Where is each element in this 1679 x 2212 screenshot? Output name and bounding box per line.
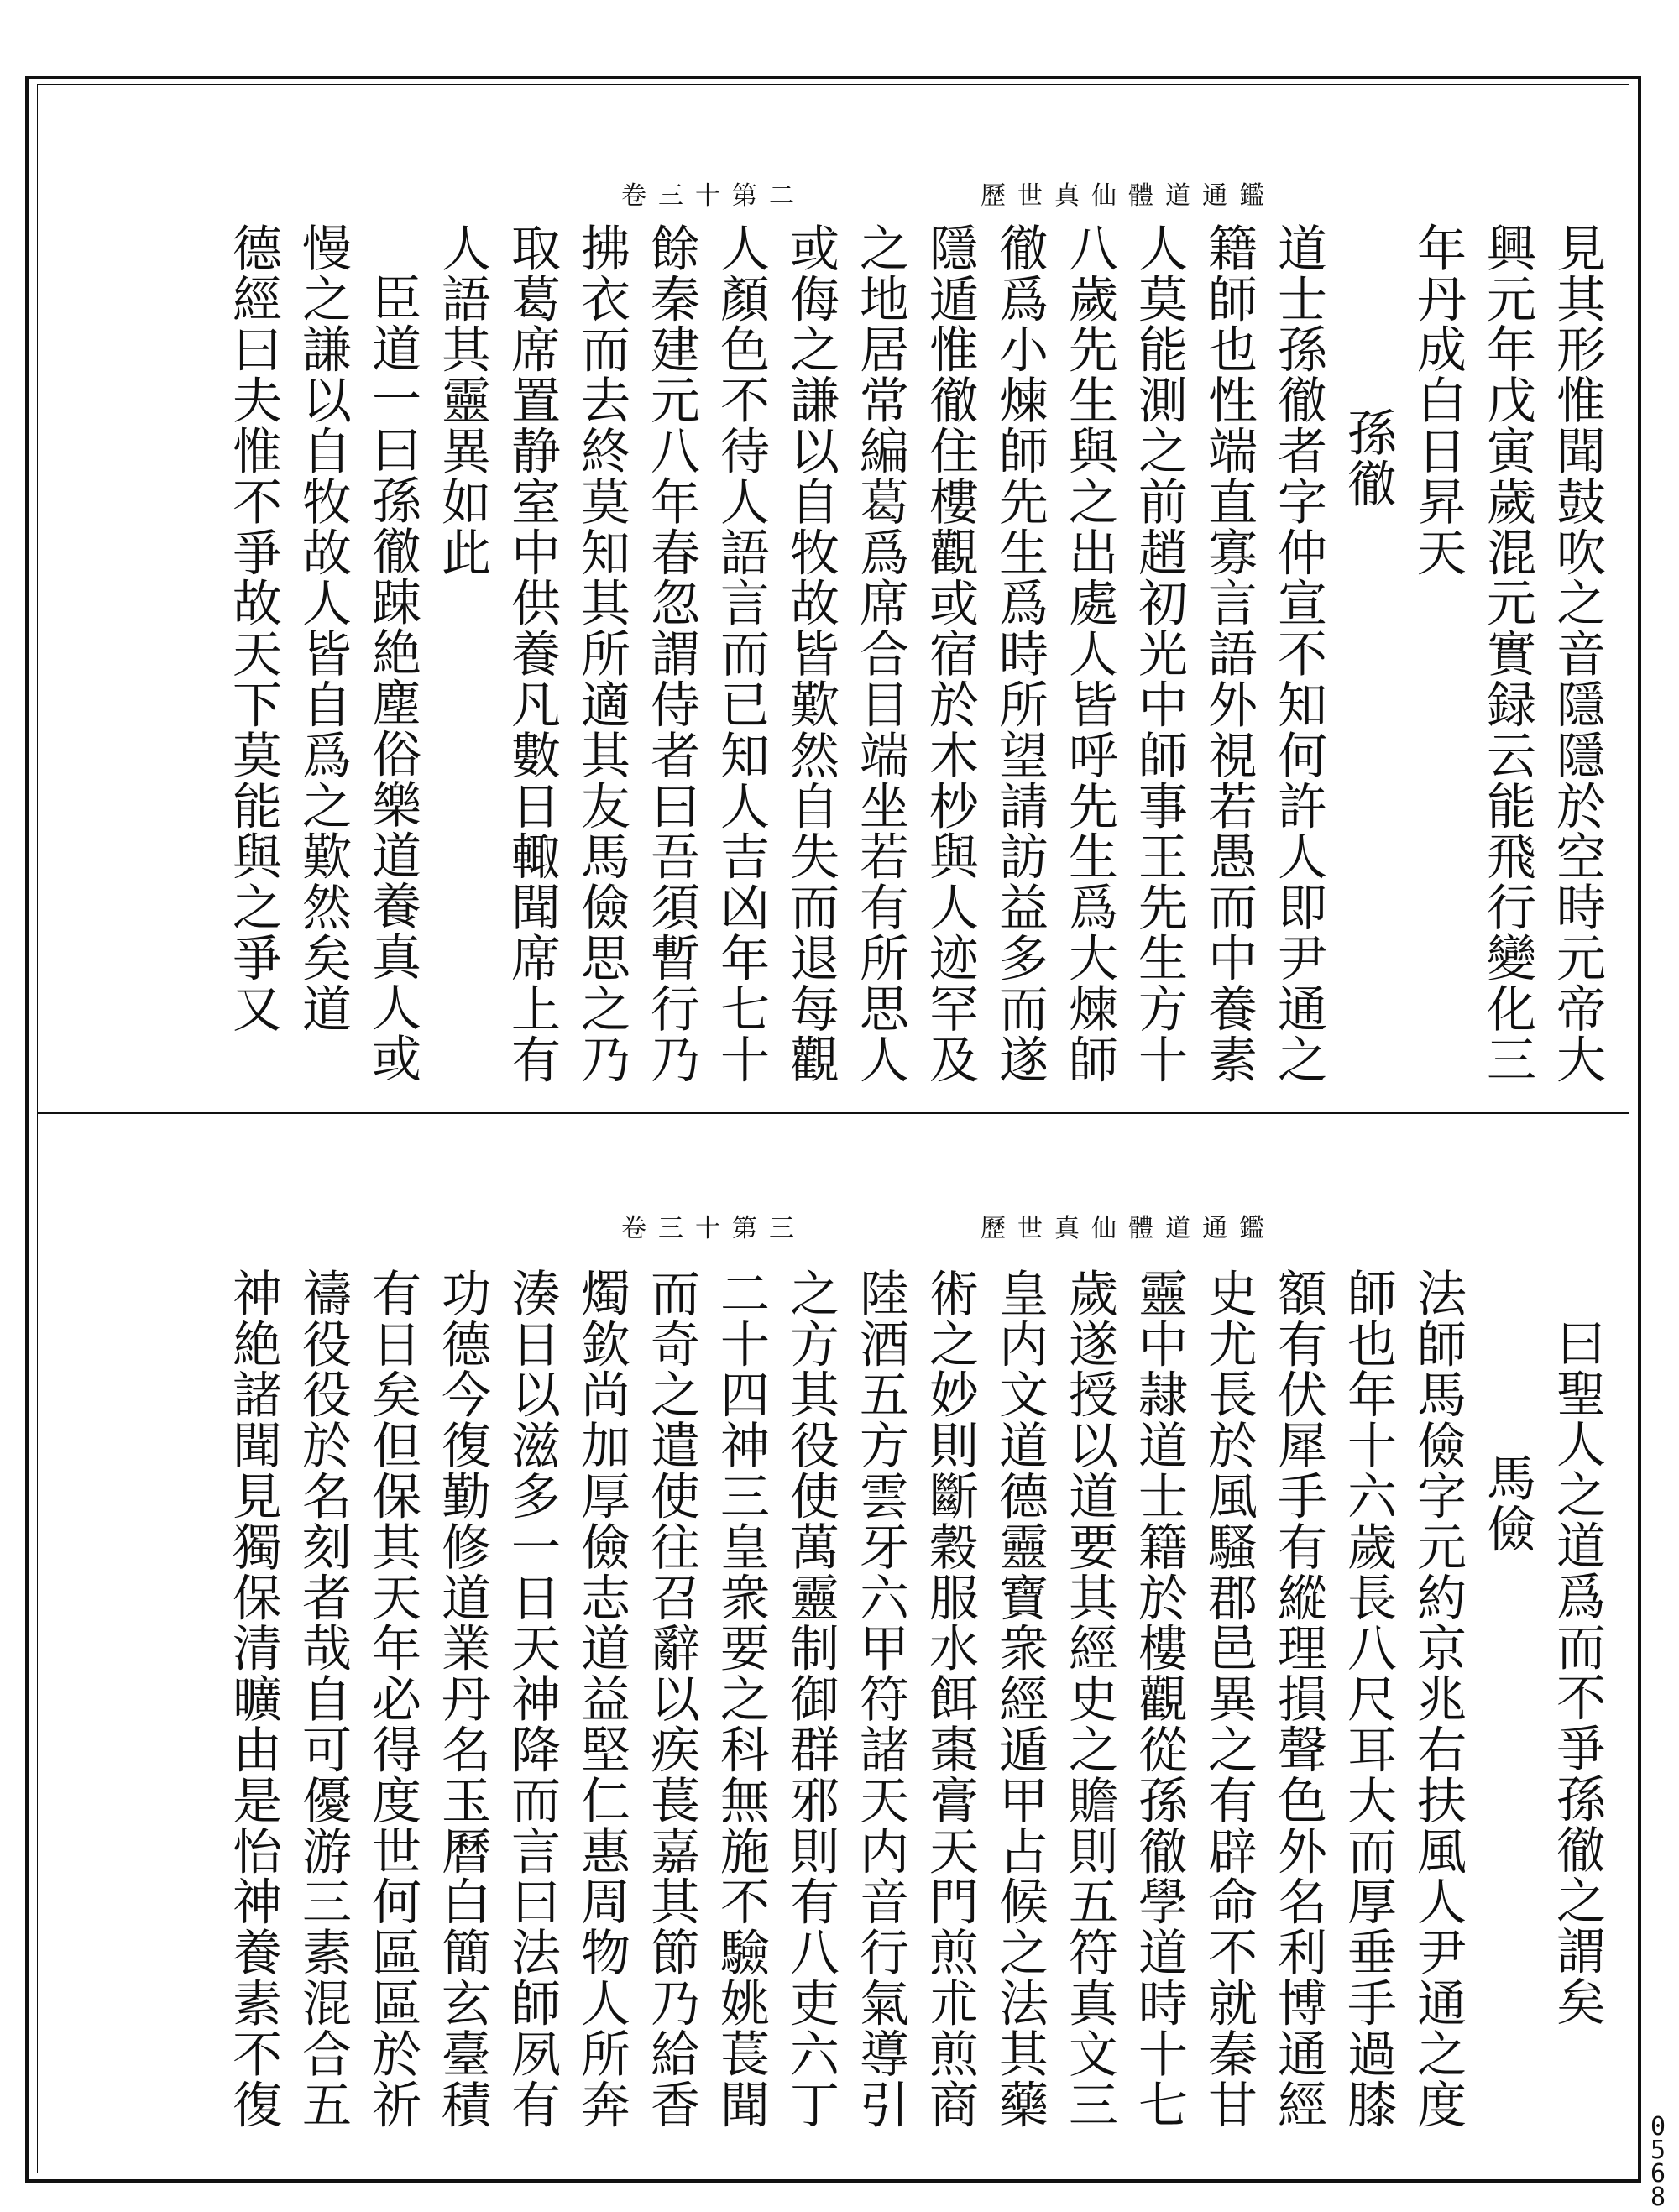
text-column: 額有伏犀手有縱理損聲色外名利博通經 — [1269, 1268, 1327, 2130]
top-running-head — [621, 176, 1276, 210]
text-column: 之地居常編葛爲席合目端坐若有所思人 — [851, 222, 909, 1085]
bottom-page — [50, 1116, 1620, 2170]
top-running-head-volume: 卷三十第二 — [621, 181, 806, 211]
top-running-head-title: 歷世真仙體道通鑑 — [981, 181, 1276, 211]
text-column: 神絶諸聞見獨保清曠由是怡神養素不復 — [224, 1268, 282, 2130]
text-column: 人顏色不待人語言而已知人吉凶年七十 — [712, 222, 770, 1085]
text-column: 術之妙則斷穀服水餌棗膏天門煎朮煎商 — [921, 1268, 979, 2130]
text-column: 餘秦建元八年春忽謂侍者曰吾須暫行乃 — [642, 222, 700, 1085]
text-column: 有日矣但保其天年必得度世何區區於祈 — [364, 1268, 421, 2130]
text-column: 功德今復勤修道業丹名玉曆白簡玄臺積 — [433, 1268, 491, 2130]
text-column: 取葛席置静室中供養凡數日輙聞席上有 — [503, 222, 561, 1085]
text-column: 德經曰夫惟不爭故天下莫能與之爭又 — [224, 222, 282, 1034]
text-column: 或侮之謙以自牧故皆歎然自失而退每觀 — [782, 222, 840, 1085]
top-text-columns — [50, 222, 1612, 1096]
text-column: 見其形惟聞鼓吹之音隱隱於空時元帝大 — [1548, 222, 1606, 1085]
text-column: 史尤長於風騷郡邑異之有辟命不就秦甘 — [1200, 1268, 1258, 2130]
text-column: 籍師也性端直寡言語外視若愚而中養素 — [1200, 222, 1258, 1085]
text-column: 年丹成白日昇天 — [1409, 222, 1467, 578]
page-number — [1647, 2112, 1669, 2212]
text-column: 湊日以滋多一日天神降而言曰法師夙有 — [503, 1268, 561, 2130]
text-column: 徹爲小煉師先生爲時所望請訪益多而遂 — [991, 222, 1049, 1085]
text-column: 陸酒五方雲牙六甲符諸天内音行氣導引 — [851, 1268, 909, 2130]
text-column: 師也年十六歲長八尺耳大而厚垂手過膝 — [1339, 1268, 1397, 2130]
bottom-running-head-volume: 卷三十第三 — [621, 1214, 806, 1243]
text-column: 靈中隷道士籍於樓觀從孫徹學道時十七 — [1130, 1268, 1188, 2130]
text-column: 燭欽尚加厚儉志道益堅仁惠周物人所奔 — [573, 1268, 630, 2130]
text-column: 道士孫徹者字仲宣不知何許人即尹通之 — [1269, 222, 1327, 1085]
commentary-column: 曰聖人之道爲而不爭孫徹之謂矣 — [1548, 1317, 1606, 2027]
section-title: 孫徹 — [1339, 407, 1397, 509]
text-column: 八歲先生與之出處人皆呼先生爲大煉師 — [1060, 222, 1118, 1085]
top-page — [50, 84, 1620, 1110]
text-column: 之方其役使萬靈制御群邪則有八吏六丁 — [782, 1268, 840, 2130]
bottom-text-columns — [50, 1268, 1612, 2141]
text-column: 人莫能測之前趙初光中師事王先生方十 — [1130, 222, 1188, 1085]
text-column: 人語其靈異如此 — [433, 222, 491, 578]
text-column: 皇内文道德靈寶衆經遁甲占候之法其藥 — [991, 1268, 1049, 2130]
text-column: 歲遂授以道要其經史之贍則五符真文三 — [1060, 1268, 1118, 2130]
bottom-running-head-title: 歷世真仙體道通鑑 — [981, 1214, 1276, 1243]
text-column: 二十四神三皇衆要之科無施不驗姚萇聞 — [712, 1268, 770, 2130]
bottom-running-head — [621, 1209, 1276, 1242]
page-number-text: 0 5 6 8 — [1650, 2112, 1666, 2212]
text-column: 拂衣而去終莫知其所適其友馬儉思之乃 — [573, 222, 630, 1085]
text-column: 而奇之遣使往召辭以疾萇嘉其節乃給香 — [642, 1268, 700, 2130]
text-column: 隱遁惟徹住樓觀或宿於木杪與人迹罕及 — [921, 222, 979, 1085]
text-column: 興元年戊寅歲混元實録云能飛行變化三 — [1478, 222, 1536, 1085]
text-column: 慢之謙以自牧故人皆自爲之歎然矣道 — [294, 222, 352, 1034]
section-title: 馬儉 — [1478, 1452, 1536, 1554]
commentary-column: 臣道一曰孫徹踈絶塵俗樂道養真人或 — [364, 272, 421, 1084]
text-column: 法師馬儉字元約京兆右扶風人尹通之度 — [1409, 1268, 1467, 2130]
page-divider — [37, 1112, 1629, 1114]
text-column: 禱役役於名刻者哉自可優游三素混合五 — [294, 1268, 352, 2130]
